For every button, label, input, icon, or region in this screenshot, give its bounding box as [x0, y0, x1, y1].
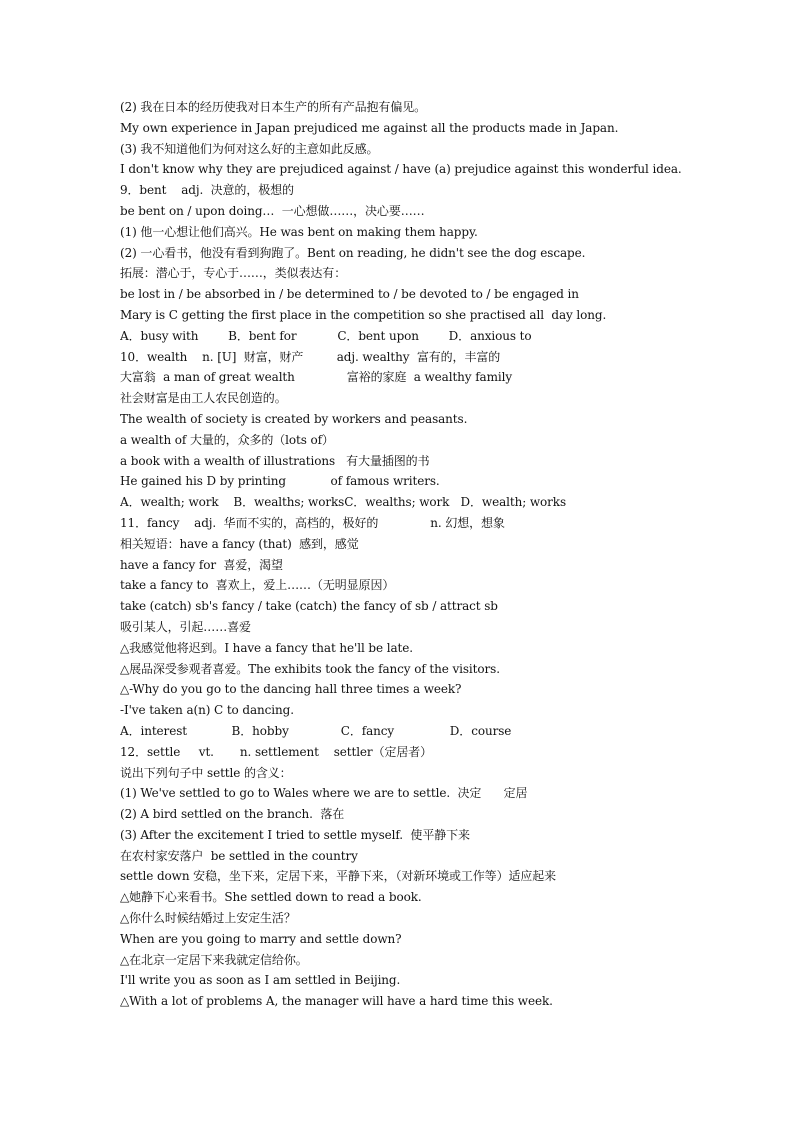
text-line: 社会财富是由工人农民创造的。 — [120, 391, 287, 406]
document-body — [120, 97, 720, 1012]
text-line: (1) We've settled to go to Wales where we are to settle. 决定 定居 — [120, 786, 528, 801]
text-line: take a fancy to 喜欢上，爱上……（无明显原因） — [120, 578, 395, 593]
section-heading: 11．fancy adj. 华而不实的，高档的，极好的 n. 幻想，想象 — [120, 515, 505, 530]
text-line: be bent on / upon doing… 一心想做……，决心要…… — [120, 203, 425, 218]
text-line: △我感觉他将迟到。I have a fancy that he'll be late. — [120, 640, 413, 655]
text-line: My own experience in Japan prejudiced me against all the products made in Japan. — [120, 120, 619, 135]
text-line: settle down 安稳，坐下来，定居下来，平静下来，（对新环境或工作等）适应起来 — [120, 869, 557, 884]
text-line: I don't know why they are prejudiced against / have (a) prejudice against this wonderful idea. — [120, 162, 682, 177]
options-line: A．wealth; work B．wealths; worksC．wealths; work D．wealth; works — [120, 495, 567, 510]
text-line: (3) After the excitement I tried to settle myself. 使平静下来 — [120, 827, 470, 842]
text-line: be lost in / be absorbed in / be determined to / be devoted to / be engaged in — [120, 287, 579, 302]
text-line: a book with a wealth of illustrations 有大量插图的书 — [120, 453, 430, 468]
text-line: 在农村家安落户 be settled in the country — [120, 848, 358, 863]
options-line: A．interest B．hobby C．fancy D．course — [120, 723, 512, 738]
text-line: (2) 一心看书，他没有看到狗跑了。Bent on reading, he didn't see the dog escape. — [120, 245, 586, 260]
section-heading: 10．wealth n. [U] 财富，财产 adj. wealthy 富有的，丰富的 — [120, 349, 501, 364]
text-line: △-Why do you go to the dancing hall three times a week? — [120, 682, 462, 697]
section-heading: 9．bent adj. 决意的，极想的 — [120, 183, 294, 198]
question-line: △With a lot of problems A, the manager will have a hard time this week. — [120, 994, 553, 1009]
text-line: 拓展：潜心于，专心于……，类似表达有： — [120, 266, 347, 281]
text-line: (2) A bird settled on the branch. 落在 — [120, 807, 345, 822]
text-line: have a fancy for 喜爱，渴望 — [120, 557, 283, 572]
section-heading: 12．settle vt. n. settlement settler（定居者） — [120, 744, 433, 759]
text-line: The wealth of society is created by workers and peasants. — [120, 411, 468, 426]
text-line: (1) 他一心想让他们高兴。He was bent on making them happy. — [120, 224, 478, 239]
question-line: Mary is C getting the first place in the competition so she practised all day long. — [120, 307, 607, 322]
text-line: (3) 我不知道他们为何对这么好的主意如此反感。 — [120, 141, 379, 156]
text-line: (2) 我在日本的经历使我对日本生产的所有产品抱有偏见。 — [120, 100, 427, 114]
text-line: When are you going to marry and settle down? — [120, 931, 402, 946]
text-line: take (catch) sb's fancy / take (catch) the fancy of sb / attract sb — [120, 599, 498, 614]
text-line: I'll write you as soon as I am settled in Beijing. — [120, 973, 401, 988]
options-line: A．busy with B．bent for C．bent upon D．anxious to — [120, 328, 532, 343]
text-line: 说出下列句子中 settle 的含义： — [120, 765, 292, 780]
text-line: a wealth of 大量的，众多的（lots of） — [120, 432, 334, 447]
text-line: △在北京一定居下来我就定信给你。 — [120, 952, 308, 967]
text-line: △展品深受参观者喜爱。The exhibits took the fancy of the visitors. — [120, 661, 500, 676]
text-line: △她静下心来看书。She settled down to read a book. — [120, 890, 422, 905]
question-line: He gained his D by printing of famous writers. — [120, 474, 440, 489]
text-line: 吸引某人，引起……喜爱 — [120, 619, 251, 634]
text-line: △你什么时候结婚过上安定生活？ — [120, 911, 296, 926]
text-line: 大富翁 a man of great wealth 富裕的家庭 a wealthy family — [120, 370, 513, 385]
text-line: 相关短语：have a fancy (that) 感到，感觉 — [120, 536, 359, 551]
question-line: -I've taken a(n) C to dancing. — [120, 703, 294, 718]
